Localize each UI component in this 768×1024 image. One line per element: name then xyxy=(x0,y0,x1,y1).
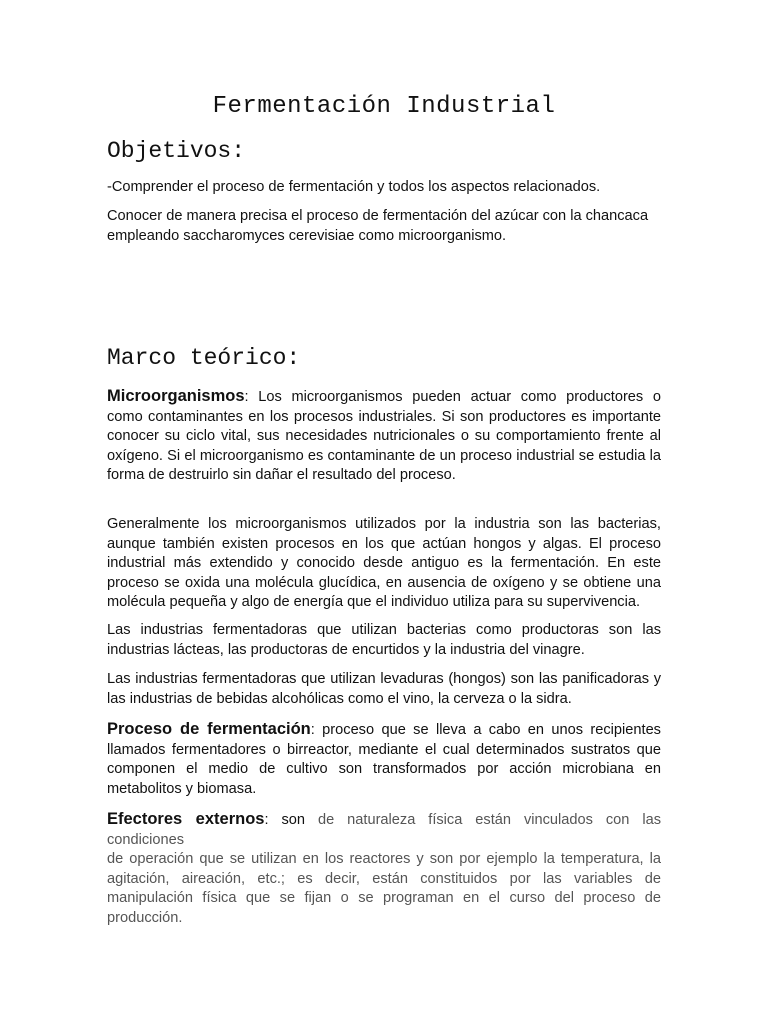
objective-item-1: -Comprender el proceso de fermentación y todos los aspectos relacionados. xyxy=(107,179,601,195)
effectors-text-start: : son xyxy=(264,812,306,828)
effectors-text-conditions: de naturaleza física están vinculados con las condiciones xyxy=(107,812,661,848)
effectors-term: Efectores externos xyxy=(107,810,265,828)
fermentation-term: Proceso de fermentación xyxy=(107,720,311,738)
paragraph-bacteria: Generalmente los microorganismos utilizados por la industria son las bacterias, aunque también existen procesos en los que actúan hongos y algas. El proceso industrial más extendido y conocido desde antiguo es la fermentación. En este proceso se oxida una molécula glucídica, en ausencia de oxígeno y se obtiene una molécula pequeña y algo de energía que el individuo utiliza para su supervivencia. xyxy=(107,516,661,611)
paragraph-yeast-industries: Las industrias fermentadoras que utilizan levaduras (hongos) son las panificadoras y las industrias de bebidas alcohólicas como el vino, la cerveza o la sidra. xyxy=(107,671,661,707)
objective-item-2: Conocer de manera precisa el proceso de fermentación del azúcar con la chancaca empleando saccharomyces cerevisiae como microorganismo. xyxy=(107,208,649,244)
document-title: Fermentación Industrial xyxy=(212,93,556,120)
fermentation-text: : proceso que se lleva a cabo en unos recipientes llamados fermentadores o birreactor, mediante el cual determinados sustratos que componen el medio de cultivo son transformados por acción microbiana en metabolitos y biomasa. xyxy=(107,722,661,797)
paragraph-bacteria-industries: Las industrias fermentadoras que utilizan bacterias como productoras son las industrias lácteas, las productoras de encurtidos y la industria del vinagre. xyxy=(107,622,661,658)
microorganisms-text: : Los microorganismos pueden actuar como productores o como contaminantes en los procesos industriales. Si son productores es importante conocer su ciclo vital, sus necesidades nutricionales o su comportamiento frente al oxígeno. Si el microorganismo es contaminante de un proceso industrial se estudia la forma de destruirlo sin dañar el resultado del proceso. xyxy=(107,389,661,484)
microorganisms-term: Microorganismos xyxy=(107,387,245,405)
theory-heading: Marco teórico: xyxy=(107,345,301,371)
objectives-heading: Objetivos: xyxy=(107,138,246,164)
effectors-text-rest: de operación que se utilizan en los reactores y son por ejemplo la temperatura, la agitación, aireación, etc.; es decir, están constituidos por las variables de manipulación física que se fijan o se programan en el curso del proceso de producción. xyxy=(107,851,661,926)
microorganisms-paragraph xyxy=(107,387,661,486)
effectors-paragraph xyxy=(107,810,661,929)
fermentation-paragraph xyxy=(107,720,661,799)
